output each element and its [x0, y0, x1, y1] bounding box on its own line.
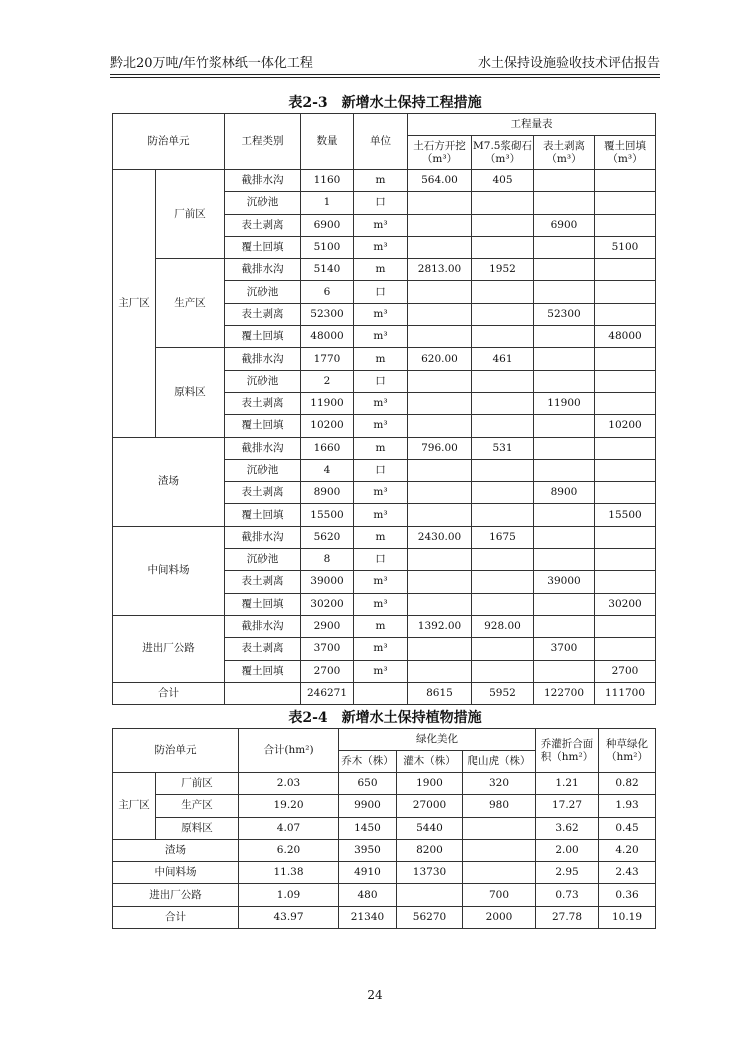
zone-cell: 进出厂公路 [113, 615, 225, 682]
header-cell: 种草绿化（hm²） [599, 729, 656, 773]
table-cell [595, 214, 656, 236]
table-cell [534, 259, 595, 281]
table-row [113, 526, 656, 548]
table-cell [595, 192, 656, 214]
zone-cell: 渣场 [113, 437, 225, 526]
table-cell: 2.03 [239, 773, 339, 795]
table-cell: 4910 [339, 862, 397, 884]
table-cell: m³ [354, 660, 408, 682]
table-cell [534, 459, 595, 481]
header-cell: 工程量表 [408, 114, 656, 136]
subzone-cell: 生产区 [156, 259, 225, 348]
zone-cell: 主厂区 [113, 170, 156, 438]
table-cell [472, 571, 534, 593]
table-cell: 1900 [397, 773, 463, 795]
table-cell: m³ [354, 482, 408, 504]
table-cell: 覆土回填 [225, 415, 301, 437]
table-cell: m [354, 615, 408, 637]
table-cell [472, 370, 534, 392]
table-cell [595, 482, 656, 504]
table-cell: 19.20 [239, 795, 339, 817]
table-cell: 122700 [534, 682, 595, 704]
header-rule [110, 74, 660, 75]
table-cell: 8900 [301, 482, 354, 504]
table-cell [408, 482, 472, 504]
table-cell: m³ [354, 392, 408, 414]
subzone-cell: 原料区 [156, 348, 225, 437]
table-cell: m [354, 348, 408, 370]
table-cell: 1160 [301, 170, 354, 192]
table-cell [534, 615, 595, 637]
table-cell: 沉砂池 [225, 459, 301, 481]
table-cell [408, 415, 472, 437]
table-cell: 15500 [595, 504, 656, 526]
table-cell: 10.19 [599, 906, 656, 928]
table-cell: 461 [472, 348, 534, 370]
table-cell: 1952 [472, 259, 534, 281]
table-cell: 39000 [534, 571, 595, 593]
table-cell [397, 884, 463, 906]
table-cell: m³ [354, 638, 408, 660]
table-cell: 21340 [339, 906, 397, 928]
table-cell: 2430.00 [408, 526, 472, 548]
table-cell [534, 236, 595, 258]
table-cell: m³ [354, 214, 408, 236]
table-cell: 6900 [534, 214, 595, 236]
table-cell [463, 862, 536, 884]
table-cell [408, 638, 472, 660]
table-cell [408, 459, 472, 481]
table-cell [463, 817, 536, 839]
table-cell [408, 504, 472, 526]
table-cell: 覆土回填 [225, 593, 301, 615]
table-cell: 表土剥离 [225, 638, 301, 660]
table-cell [472, 392, 534, 414]
table-cell: m [354, 526, 408, 548]
total-label: 合计 [113, 682, 225, 704]
table-cell: 27000 [397, 795, 463, 817]
table-cell: 56270 [397, 906, 463, 928]
table-cell: 0.36 [599, 884, 656, 906]
table-cell [595, 259, 656, 281]
table-cell [595, 615, 656, 637]
table-cell: 表土剥离 [225, 571, 301, 593]
header-row [113, 729, 656, 751]
table-cell: 沉砂池 [225, 370, 301, 392]
header-cell: 表土剥离（m³） [534, 136, 595, 170]
table-cell: 2700 [301, 660, 354, 682]
table-cell: 10200 [301, 415, 354, 437]
table-cell: 2700 [595, 660, 656, 682]
table-cell: 43.97 [239, 906, 339, 928]
table-cell: 沉砂池 [225, 192, 301, 214]
table-cell: m³ [354, 236, 408, 258]
table-cell: 10200 [595, 415, 656, 437]
table-cell: 11.38 [239, 862, 339, 884]
table-cell: 8200 [397, 839, 463, 861]
table-cell [595, 526, 656, 548]
header-cell: 覆土回填（m³） [595, 136, 656, 170]
table-cell: 320 [463, 773, 536, 795]
table-cell: 8615 [408, 682, 472, 704]
table-cell: 口 [354, 281, 408, 303]
subzone-cell: 厂前区 [156, 773, 239, 795]
table-cell: 13730 [397, 862, 463, 884]
subzone-cell: 原料区 [156, 817, 239, 839]
table-cell: 3950 [339, 839, 397, 861]
header-cell: 合计(hm²) [239, 729, 339, 773]
table-cell [534, 281, 595, 303]
table-cell: 覆土回填 [225, 326, 301, 348]
table-cell: 30200 [595, 593, 656, 615]
table-cell: 截排水沟 [225, 170, 301, 192]
table-cell: 1.93 [599, 795, 656, 817]
table-cell [472, 214, 534, 236]
table-row [113, 348, 656, 370]
table-cell: 3700 [534, 638, 595, 660]
table-cell: 6900 [301, 214, 354, 236]
table-cell: 口 [354, 459, 408, 481]
table-cell: 111700 [595, 682, 656, 704]
table-cell [534, 326, 595, 348]
table-cell: 0.73 [536, 884, 599, 906]
table-cell: m³ [354, 593, 408, 615]
table-cell: 2813.00 [408, 259, 472, 281]
table-cell [408, 281, 472, 303]
table-cell: 截排水沟 [225, 437, 301, 459]
header-cell: 工程类别 [225, 114, 301, 170]
table-cell: 5952 [472, 682, 534, 704]
table-cell [472, 593, 534, 615]
page-header [110, 50, 660, 74]
table-cell [408, 236, 472, 258]
total-row [113, 682, 656, 704]
table-cell: 5100 [301, 236, 354, 258]
header-cell: 乔木（株） [339, 751, 397, 773]
table-cell: 0.45 [599, 817, 656, 839]
table-cell: 截排水沟 [225, 259, 301, 281]
table-cell: 2900 [301, 615, 354, 637]
table-cell: 表土剥离 [225, 482, 301, 504]
table-cell [534, 437, 595, 459]
table-cell [595, 638, 656, 660]
table-cell [472, 281, 534, 303]
table-cell: 沉砂池 [225, 281, 301, 303]
table-cell: 4.20 [599, 839, 656, 861]
table-cell [534, 370, 595, 392]
table-cell [534, 549, 595, 571]
table-cell: 2.95 [536, 862, 599, 884]
table-cell: 480 [339, 884, 397, 906]
table-row [113, 170, 656, 192]
table-cell [408, 326, 472, 348]
table-cell [595, 370, 656, 392]
table-cell [408, 303, 472, 325]
table-cell: 5140 [301, 259, 354, 281]
table-cell: 246271 [301, 682, 354, 704]
header-report-title: 水土保持设施验收技术评估报告 [477, 56, 660, 71]
table-cell: 2.00 [536, 839, 599, 861]
table-cell [534, 593, 595, 615]
table-cell: 覆土回填 [225, 660, 301, 682]
table-cell [408, 192, 472, 214]
table-cell: 27.78 [536, 906, 599, 928]
table-cell [472, 459, 534, 481]
table-cell [472, 660, 534, 682]
table-cell: 表土剥离 [225, 392, 301, 414]
table-cell: m³ [354, 571, 408, 593]
table-cell [534, 660, 595, 682]
table-row [113, 773, 656, 795]
table-cell: 52300 [301, 303, 354, 325]
table-cell: 9900 [339, 795, 397, 817]
table-cell [408, 571, 472, 593]
header-cell: 绿化美化 [339, 729, 536, 751]
table-row [113, 884, 656, 906]
header-cell: 乔灌折合面积（hm²） [536, 729, 599, 773]
table-cell [534, 415, 595, 437]
table-cell [472, 415, 534, 437]
table-cell: 1660 [301, 437, 354, 459]
table-cell: 48000 [595, 326, 656, 348]
table-cell [472, 326, 534, 348]
header-cell: 防治单元 [113, 114, 225, 170]
table-cell: 覆土回填 [225, 504, 301, 526]
table-row [113, 615, 656, 637]
table-cell [595, 170, 656, 192]
table-cell: 52300 [534, 303, 595, 325]
table-cell: 8900 [534, 482, 595, 504]
table-cell [595, 549, 656, 571]
table-cell: m [354, 437, 408, 459]
table-cell [534, 170, 595, 192]
table-cell [408, 593, 472, 615]
table-cell: 沉砂池 [225, 549, 301, 571]
table-row [113, 259, 656, 281]
table-cell: 表土剥离 [225, 214, 301, 236]
table-cell: 405 [472, 170, 534, 192]
table-2-3 [112, 113, 656, 705]
table-cell: 5440 [397, 817, 463, 839]
table-cell [595, 348, 656, 370]
table-cell: 1770 [301, 348, 354, 370]
table-cell: 截排水沟 [225, 348, 301, 370]
header-cell: 爬山虎（株） [463, 751, 536, 773]
table-cell: 39000 [301, 571, 354, 593]
table-row [113, 906, 656, 928]
header-rule-double [110, 77, 660, 78]
table-cell: 2.43 [599, 862, 656, 884]
table-2-4 [112, 728, 656, 929]
table-cell [472, 504, 534, 526]
table-cell [595, 281, 656, 303]
subzone-cell: 生产区 [156, 795, 239, 817]
table-cell: 口 [354, 370, 408, 392]
header-project-title: 黔北20万吨/年竹浆林纸一体化工程 [110, 56, 313, 71]
zone-cell: 中间料场 [113, 862, 239, 884]
table-cell [472, 303, 534, 325]
table-cell: 1450 [339, 817, 397, 839]
zone-cell: 主厂区 [113, 773, 156, 840]
table-cell: 30200 [301, 593, 354, 615]
subzone-cell: 厂前区 [156, 170, 225, 259]
table-cell [534, 526, 595, 548]
header-cell: 土石方开挖（m³） [408, 136, 472, 170]
table-cell: 6 [301, 281, 354, 303]
table-cell: 1.09 [239, 884, 339, 906]
table-cell [408, 660, 472, 682]
table-cell [225, 682, 301, 704]
table-row [113, 437, 656, 459]
table-cell: 700 [463, 884, 536, 906]
table-cell [595, 303, 656, 325]
table-cell [595, 571, 656, 593]
table-cell: 2000 [463, 906, 536, 928]
table-cell: 口 [354, 549, 408, 571]
table-cell: 2 [301, 370, 354, 392]
table-cell [472, 482, 534, 504]
table-cell: 980 [463, 795, 536, 817]
table-cell [354, 682, 408, 704]
header-row [113, 114, 656, 136]
table-cell [472, 638, 534, 660]
table-cell: 1392.00 [408, 615, 472, 637]
table-row [113, 862, 656, 884]
table-cell: 3.62 [536, 817, 599, 839]
table-cell: 564.00 [408, 170, 472, 192]
table-2-4-caption: 表2-4 新增水土保持植物措施 [288, 710, 482, 726]
table-cell: 1 [301, 192, 354, 214]
table-cell [472, 236, 534, 258]
table-cell: 覆土回填 [225, 236, 301, 258]
table-cell [408, 392, 472, 414]
table-cell: 11900 [534, 392, 595, 414]
table-cell [408, 214, 472, 236]
table-cell: 650 [339, 773, 397, 795]
header-cell: 数量 [301, 114, 354, 170]
table-cell: m [354, 259, 408, 281]
header-cell: 防治单元 [113, 729, 239, 773]
zone-cell: 渣场 [113, 839, 239, 861]
table-cell [534, 504, 595, 526]
table-row [113, 839, 656, 861]
table-cell: 15500 [301, 504, 354, 526]
zone-cell: 进出厂公路 [113, 884, 239, 906]
page-number: 24 [367, 988, 383, 1002]
table-cell: 8 [301, 549, 354, 571]
table-cell [472, 549, 534, 571]
table-cell: 表土剥离 [225, 303, 301, 325]
table-2-3-caption: 表2-3 新增水土保持工程措施 [288, 95, 482, 111]
table-cell: 531 [472, 437, 534, 459]
table-cell: 5100 [595, 236, 656, 258]
table-cell: 11900 [301, 392, 354, 414]
table-cell: m [354, 170, 408, 192]
table-cell: 4.07 [239, 817, 339, 839]
table-cell [463, 839, 536, 861]
table-cell [408, 549, 472, 571]
table-cell: 3700 [301, 638, 354, 660]
table-cell: m³ [354, 415, 408, 437]
table-cell [472, 192, 534, 214]
table-cell: 0.82 [599, 773, 656, 795]
table-cell: m³ [354, 504, 408, 526]
table-cell [534, 348, 595, 370]
table-row [113, 795, 656, 817]
table-cell [595, 459, 656, 481]
table-cell: 48000 [301, 326, 354, 348]
table-cell: 928.00 [472, 615, 534, 637]
table-cell: m³ [354, 303, 408, 325]
header-cell: M7.5浆砌石（m³） [472, 136, 534, 170]
table-cell: 1675 [472, 526, 534, 548]
table-cell: 5620 [301, 526, 354, 548]
table-cell: 6.20 [239, 839, 339, 861]
table-row [113, 817, 656, 839]
table-cell: 620.00 [408, 348, 472, 370]
zone-cell: 中间料场 [113, 526, 225, 615]
header-cell: 单位 [354, 114, 408, 170]
zone-cell: 合计 [113, 906, 239, 928]
table-cell: 1.21 [536, 773, 599, 795]
table-cell: 796.00 [408, 437, 472, 459]
table-cell: 截排水沟 [225, 526, 301, 548]
table-cell [595, 392, 656, 414]
table-cell: 截排水沟 [225, 615, 301, 637]
table-cell: 口 [354, 192, 408, 214]
header-cell: 灌木（株） [397, 751, 463, 773]
table-cell [595, 437, 656, 459]
table-cell [408, 370, 472, 392]
table-cell: m³ [354, 326, 408, 348]
table-cell: 17.27 [536, 795, 599, 817]
table-cell [534, 192, 595, 214]
table-cell: 4 [301, 459, 354, 481]
